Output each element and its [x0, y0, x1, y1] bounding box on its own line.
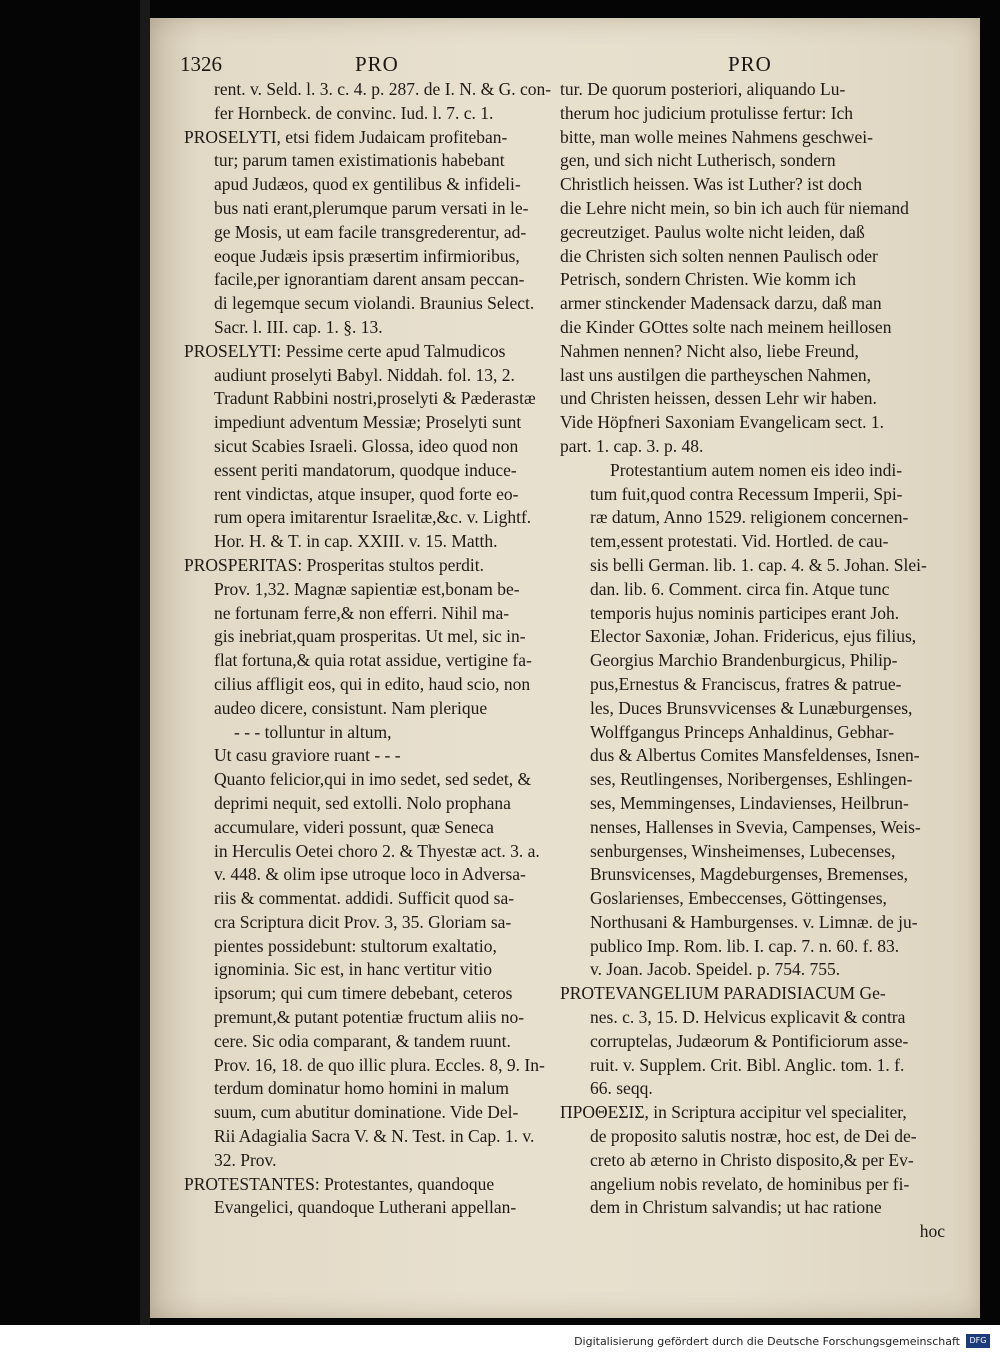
text-line: Brunsvicenses, Magdeburgenses, Bremenses, — [590, 864, 909, 885]
text-line: Wolffgangus Princeps Anhaldinus, Gebhar- — [590, 721, 895, 742]
text-line: audiunt proselyti Babyl. Niddah. fol. 13, 2. — [214, 364, 515, 385]
text-line: cere. Sic odia comparant, & tandem ruunt. — [214, 1030, 511, 1051]
text-line: senburgenses, Winsheimenses, Lubecenses, — [590, 840, 896, 861]
text-line: therum hoc judicium protulisse fertur: Ich — [560, 102, 854, 123]
text-line: accumulare, videri possunt, quæ Seneca — [214, 816, 494, 837]
text-line: corruptelas, Judæorum & Pontificiorum asse- — [590, 1030, 909, 1051]
text-line: sicut Scabies Israeli. Glossa, ideo quod non — [214, 435, 519, 456]
text-line: impediunt adventum Messiæ; Proselyti sunt — [214, 412, 522, 433]
text-line: Hor. H. & T. in cap. XXIII. v. 15. Matth. — [214, 531, 498, 552]
text-line: Tradunt Rabbini nostri,proselyti & Pæderastæ — [214, 388, 536, 409]
text-line: ipsorum; qui cum timere debebant, ceteros — [214, 983, 513, 1004]
text-line: in Herculis Oetei choro 2. & Thyestæ act. 3. a. — [214, 840, 540, 861]
text-line: PROTEVANGELIUM PARADISIACUM Ge- — [560, 983, 886, 1004]
text-line: di legemque secum violandi. Braunius Select. — [214, 293, 535, 314]
text-line: gen, und sich nicht Lutherisch, sondern — [560, 150, 836, 171]
text-line: Rii Adagialia Sacra V. & N. Test. in Cap. 1. v. — [214, 1126, 535, 1147]
text-line: Vide Höpfneri Saxoniam Evangelicam sect. 1. — [560, 412, 885, 433]
text-line: v. 448. & olim ipse utroque loco in Adversa- — [214, 864, 526, 885]
text-line: armer stinckender Madensack darzu, daß man — [560, 293, 882, 314]
left-column — [184, 78, 559, 1220]
text-line: terdum dominatur homo homini in malum — [214, 1078, 510, 1099]
text-line: v. Joan. Jacob. Speidel. p. 754. 755. — [590, 959, 841, 980]
text-line: de proposito salutis nostræ, hoc est, de Dei de- — [590, 1126, 917, 1147]
text-line: angelium nobis revelato, de hominibus per fi- — [590, 1173, 910, 1194]
text-line: eoque Judæis ipsis præsertim infirmioribus, — [214, 245, 520, 266]
text-line: Petrisch, sondern Christen. Wie komm ich — [560, 269, 856, 290]
text-line: PROSELYTI: Pessime certe apud Talmudicos — [184, 340, 506, 361]
text-line: riis & commentat. addidi. Sufficit quod sa- — [214, 888, 515, 909]
text-line: pus,Ernestus & Franciscus, fratres & patrue- — [590, 673, 902, 694]
page-edge — [140, 0, 150, 1325]
text-line: ΠΡΟΘΕΣΙΣ, in Scriptura accipitur vel specialiter, — [560, 1102, 907, 1123]
text-line: cilius affligit eos, qui in edito, haud scio, non — [214, 673, 531, 694]
text-line: dan. lib. 6. Comment. circa fin. Atque tunc — [590, 578, 890, 599]
text-line: Prov. 16, 18. de quo illic plura. Eccles. 8, 9. In- — [214, 1054, 545, 1075]
text-line: rum opera imitarentur Israelitæ,&c. v. Lightf. — [214, 507, 532, 528]
text-line: ne fortunam ferre,& non efferri. Nihil ma- — [214, 602, 510, 623]
text-line: - - - tolluntur in altum, — [234, 721, 392, 742]
text-line: cra Scriptura dicit Prov. 3, 35. Gloriam sa- — [214, 911, 512, 932]
text-line: tur. De quorum posteriori, aliquando Lu- — [560, 79, 846, 99]
text-line: Christlich heissen. Was ist Luther? ist doch — [560, 174, 863, 195]
right-column — [560, 78, 945, 1244]
text-line: die Lehre nicht mein, so bin ich auch für niemand — [560, 197, 909, 218]
text-line: temporis hujus nominis participes erant Joh. — [590, 602, 900, 623]
text-line: dem in Christum salvandis; ut hac ratione — [590, 1197, 882, 1218]
text-line: premunt,& putant potentiæ fructum aliis no- — [214, 1007, 525, 1028]
text-line: gis inebriat,quam prosperitas. Ut mel, sic in- — [214, 626, 526, 647]
running-header-right: PRO — [728, 52, 772, 76]
text-line: tem,essent protestati. Vid. Hortled. de cau- — [590, 531, 889, 552]
text-line: ruit. v. Supplem. Crit. Bibl. Anglic. tom. 1. f. — [590, 1054, 905, 1075]
text-line: creto ab æterno in Christo disposito,& per Ev- — [590, 1149, 914, 1170]
text-line: Ut casu graviore ruant - - - — [214, 745, 401, 766]
text-line: ses, Memmingenses, Lindavienses, Heilbrun- — [590, 792, 909, 813]
text-line: hoc — [919, 1221, 945, 1242]
text-line: Prov. 1,32. Magnæ sapientiæ est,bonam be- — [214, 578, 520, 599]
text-line: flat fortuna,& quia rotat assidue, vertigine fa- — [214, 650, 532, 671]
text-line: Sacr. l. III. cap. 1. §. 13. — [214, 316, 383, 337]
text-line: fer Hornbeck. de convinc. Iud. l. 7. c. 1. — [214, 102, 494, 123]
text-line: Nahmen nennen? Nicht also, liebe Freund, — [560, 340, 859, 361]
text-line: die Christen sich solten nennen Paulisch oder — [560, 245, 878, 266]
text-line: suum, cum abutitur dominatione. Vide Del- — [214, 1102, 519, 1123]
text-line: 32. Prov. — [214, 1149, 277, 1170]
text-line: Protestantium autem nomen eis ideo indi- — [610, 459, 903, 480]
text-line: dus & Albertus Comites Mansfeldenses, Isnen- — [590, 745, 920, 766]
text-line: nenses, Hallenses in Svevia, Campenses, Weis- — [590, 816, 921, 837]
text-line: publico Imp. Rom. lib. I. cap. 7. n. 60. f. 83. — [590, 935, 900, 956]
text-line: sis belli German. lib. 1. cap. 4. & 5. Johan. Slei- — [590, 554, 927, 575]
text-line: deprimi nequit, sed extolli. Nolo prophana — [214, 792, 511, 813]
text-line: Elector Saxoniæ, Johan. Fridericus, ejus filius, — [590, 626, 917, 647]
text-line: ræ datum, Anno 1529. religionem concernen- — [590, 507, 909, 528]
text-line: Evangelici, quandoque Lutherani appellan- — [214, 1197, 517, 1218]
text-line: bitte, man wolle meines Nahmens geschwei- — [560, 126, 873, 147]
text-line: audeo dicere, consistunt. Nam plerique — [214, 697, 488, 718]
text-line: apud Judæos, quod ex gentilibus & infideli- — [214, 174, 521, 195]
page-number: 1326 — [180, 52, 222, 76]
text-line: rent. v. Seld. l. 3. c. 4. p. 287. de I. N. & G. con- — [214, 79, 552, 99]
text-line: bus nati erant,plerumque parum versati in le- — [214, 197, 529, 218]
text-line: part. 1. cap. 3. p. 48. — [560, 435, 704, 456]
text-line: Northusani & Hamburgenses. v. Limnæ. de ju- — [590, 911, 918, 932]
text-line: PROSELYTI, etsi fidem Judaicam profiteban- — [184, 126, 508, 147]
text-line: Georgius Marchio Brandenburgicus, Philip- — [590, 650, 898, 671]
text-line: pientes possidebunt: stultorum exaltatio, — [214, 935, 497, 956]
book-page — [150, 18, 980, 1318]
text-line: 66. seqq. — [590, 1078, 653, 1099]
text-line: tur; parum tamen existimationis habebant — [214, 150, 505, 171]
funding-notice: Digitalisierung gefördert durch die Deutsche Forschungsgemeinschaft — [574, 1335, 960, 1348]
text-line: ses, Reutlingenses, Noribergenses, Eshlingen- — [590, 769, 913, 790]
text-line: last uns austilgen die partheyschen Nahmen, — [560, 364, 872, 385]
text-line: Goslarienses, Embeccenses, Göttingenses, — [590, 888, 887, 909]
text-line: facile,per ignorantiam darent ansam peccan- — [214, 269, 525, 290]
dfg-logo-icon: DFG — [966, 1334, 990, 1348]
text-line: und Christen heissen, dessen Lehr wir haben. — [560, 388, 877, 409]
text-line: tum fuit,quod contra Recessum Imperii, Spi- — [590, 483, 903, 504]
text-line: PROSPERITAS: Prosperitas stultos perdit. — [184, 554, 485, 575]
footer-bar — [0, 1325, 1000, 1358]
text-line: rent vindictas, atque insuper, quod forte eo- — [214, 483, 519, 504]
text-line: ignominia. Sic est, in hanc vertitur vitio — [214, 959, 493, 980]
text-line: die Kinder GOttes solte nach meinem heillosen — [560, 316, 892, 337]
text-line: ge Mosis, ut eam facile transgrederentur, ad- — [214, 221, 527, 242]
text-line: les, Duces Brunsvvicenses & Lunæburgenses, — [590, 697, 913, 718]
text-line: essent periti mandatorum, quodque induce- — [214, 459, 517, 480]
text-line: gecreutziget. Paulus wolte nicht leiden, daß — [560, 221, 865, 242]
text-line: PROTESTANTES: Protestantes, quandoque — [184, 1173, 495, 1194]
text-line: nes. c. 3, 15. D. Helvicus explicavit & contra — [590, 1007, 906, 1028]
text-line: Quanto felicior,qui in imo sedet, sed sedet, & — [214, 769, 532, 790]
running-header-left: PRO — [355, 52, 399, 76]
